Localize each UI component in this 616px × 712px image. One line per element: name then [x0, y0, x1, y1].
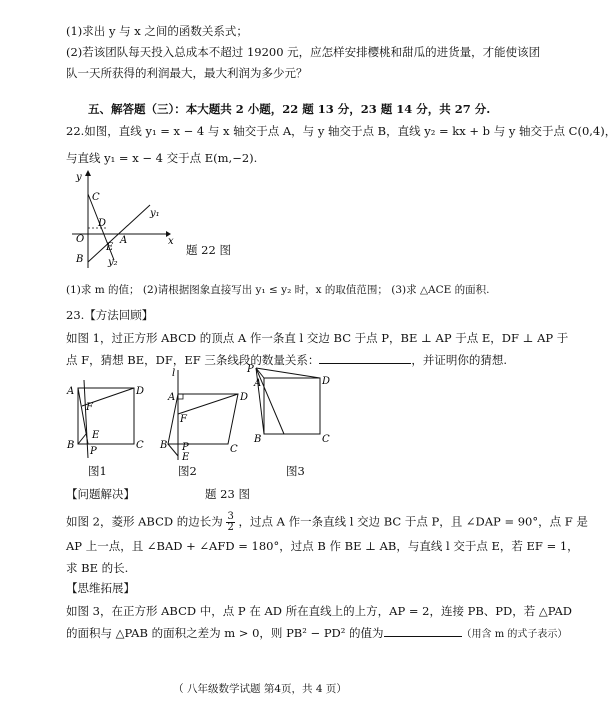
q23-p3-pre: 的面积与 △PAB 的面积之差为 m > 0，则 PB² − PD² 的值为	[66, 626, 384, 640]
figure-23-1	[64, 380, 150, 460]
fig1-line-l	[84, 380, 88, 458]
fig22-label-A: A	[120, 235, 128, 246]
fig1-label-P: P	[90, 446, 97, 457]
fig22-label-B: B	[76, 254, 84, 265]
fig-label-3: 图3	[286, 464, 305, 478]
fraction-denominator: 2	[227, 522, 234, 533]
q23-p1-line2-post: ，并证明你的猜想.	[411, 353, 508, 367]
q23-p1-line2-pre: 点 F，猜想 BE，DF，EF 三条线段的数量关系：	[66, 353, 320, 367]
figure-23-2	[160, 366, 250, 462]
page-footer: （ 八年级数学试题 第4页，共 4 页）	[173, 683, 347, 695]
fig22-label-y2: y₂	[108, 257, 118, 268]
fig3-label-D: D	[322, 376, 331, 387]
q23-p2-pre: 如图 2，菱形 ABCD 的边长为	[66, 514, 223, 529]
fig2-label-A: A	[168, 392, 176, 403]
q23-title: 23.【方法回顾】	[66, 308, 154, 322]
fig1-label-D: D	[136, 386, 145, 397]
fig22-label-O: O	[76, 234, 85, 245]
q23-p2-line1	[66, 512, 588, 533]
fig2-label-B: B	[160, 440, 168, 451]
q22-fig-caption: 题 22 图	[186, 243, 231, 257]
fig2-label-E: E	[182, 452, 190, 463]
fig3-label-B: B	[254, 434, 262, 445]
fig3-PD	[256, 368, 320, 378]
q22-line2: 与直线 y₁ = x − 4 交于点 E(m,−2).	[66, 151, 258, 165]
fig22-label-y: y	[76, 172, 82, 183]
fig22-label-E: E	[106, 242, 114, 253]
q22-questions: (1)求 m 的值； (2)请根据图象直接写出 y₁ ≤ y₂ 时，x 的取值范围； (3)求 △ACE 的面积.	[66, 284, 490, 296]
fig22-label-C: C	[92, 192, 100, 203]
fraction-numerator: 3	[227, 511, 234, 522]
q23-p1-line1: 如图 1，过正方形 ABCD 的顶点 A 作一条直 l 交边 BC 于点 P，BE ⊥ AP 于点 E，DF ⊥ AP 于	[66, 331, 569, 345]
fig1-AP	[78, 388, 88, 444]
fig-label-1: 图1	[88, 464, 107, 478]
extend-heading: 【思维拓展】	[66, 581, 135, 595]
problem-solve-heading: 【问题解决】	[66, 487, 135, 501]
q21-part2-line1: (2)若该团队每天投入总成本不超过 19200 元，应怎样安排樱桃和甜瓜的进货量，才能使该团	[66, 45, 541, 59]
side-length-fraction	[226, 512, 234, 533]
fig22-label-x: x	[168, 236, 174, 247]
q23-p2-line3: 求 BE 的长.	[66, 561, 129, 575]
section5-heading: 五、解答题（三）：本大题共 2 小题，22 题 13 分，23 题 14 分，共 27 分.	[88, 102, 491, 116]
fig-label-2: 图2	[178, 464, 197, 478]
fig1-label-C: C	[136, 440, 144, 451]
figure-23-3	[244, 364, 334, 460]
figure-22	[70, 170, 180, 268]
fig22-label-D: D	[98, 218, 107, 229]
fig1-label-F: F	[86, 402, 93, 413]
q23-p3-line2	[66, 626, 567, 642]
fig2-label-l: l	[172, 368, 176, 379]
q23-answer-blank-1[interactable]	[319, 353, 411, 364]
fig2-label-P: P	[182, 442, 189, 453]
fig22-y-arrow	[85, 170, 91, 176]
fig3-label-C: C	[322, 434, 330, 445]
q22-line1: 22.如图，直线 y₁ = x − 4 与 x 轴交于点 A，与 y 轴交于点 B，直线 y₂ = kx + b 与 y 轴交于点 C(0,4)，	[66, 124, 616, 138]
fig3-label-P: P	[247, 364, 254, 375]
fig2-BE	[168, 444, 178, 456]
fig23-caption: 题 23 图	[205, 487, 250, 501]
fig1-label-B: B	[67, 440, 75, 451]
fig1-BE	[78, 434, 86, 444]
q21-part2-line2: 队一天所获得的利润最大，最大利润为多少元？	[66, 66, 308, 80]
q21-part1: (1)求出 y 与 x 之间的函数关系式；	[66, 24, 248, 38]
q23-answer-blank-2[interactable]	[384, 626, 462, 637]
q23-p2-post: ，过点 A 作一条直线 l 交边 BC 于点 P，且 ∠DAP = 90°，点 F 是	[238, 514, 588, 529]
fig2-label-D: D	[240, 392, 249, 403]
q23-p3-post: （用含 m 的式子表示）	[461, 629, 568, 640]
fig2-AF-D	[178, 394, 238, 414]
fig2-label-C: C	[230, 444, 238, 455]
fig2-label-F: F	[180, 414, 187, 425]
fig1-label-E: E	[92, 430, 100, 441]
q23-p3-line1: 如图 3，在正方形 ABCD 中，点 P 在 AD 所在直线上的上方，AP = 2，连接 PB、PD，若 △PAD	[66, 604, 572, 618]
fig22-label-y1: y₁	[150, 208, 160, 219]
fig2-right-angle	[178, 394, 183, 399]
fig1-label-A: A	[67, 386, 75, 397]
q23-p2-line2: AP 上一点，且 ∠BAD + ∠AFD = 180°，过点 B 作 BE ⊥ AB，与直线 l 交于点 E，若 EF = 1，	[66, 539, 579, 553]
fig3-label-A: A	[254, 378, 262, 389]
